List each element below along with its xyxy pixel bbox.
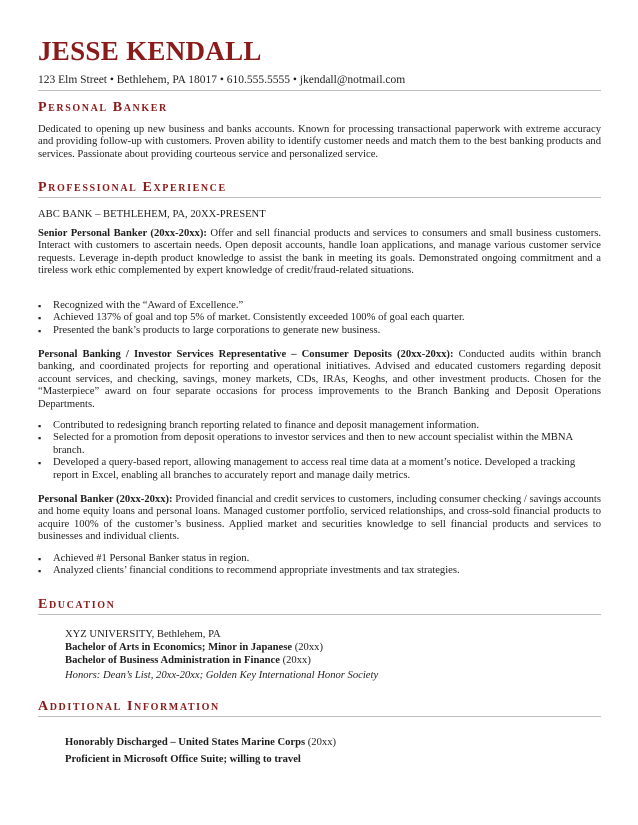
additional-item-title: Honorably Discharged – United States Marine Corps (65, 737, 306, 748)
additional-item-year: (20xx) (305, 737, 337, 748)
role-heading: Personal Banker (20xx-20xx): (38, 494, 173, 505)
list-item: ▪ Selected for a promotion from deposit operations to investor services and then to new account specialist within the MBNA branch. (38, 432, 601, 457)
degree-line (65, 655, 311, 667)
role-description (38, 494, 601, 544)
honors-line: Honors: Dean’s List, 20xx-20xx; Golden Key International Honor Society (65, 670, 379, 681)
list-item: ▪ Presented the bank’s products to large corporations to generate new business. (38, 325, 601, 337)
school-name: XYZ UNIVERSITY, Bethlehem, PA (65, 629, 221, 640)
list-item: ▪ Recognized with the “Award of Excellence.” (38, 300, 601, 312)
role-text: Offer and sell financial products and services to consumers and small business customers. Interact with customers to ascertain needs. Open deposit accounts, handle loan applications, and manage various customer service requests. Leverage in-depth product knowledge to assist the bank in meeting its goals. Demonstrated ongoing commitment and a tireless work ethic complemented by expert knowledge of credit/fraud-related situations. (38, 228, 601, 277)
additional-item: Proficient in Microsoft Office Suite; willing to travel (65, 754, 301, 765)
role-achievements-list (38, 300, 601, 337)
degree-line (65, 642, 323, 654)
role-description (38, 228, 601, 278)
role-description (38, 349, 601, 411)
degree-title: Bachelor of Arts in Economics; Minor in Japanese (65, 642, 293, 653)
list-item: ▪ Achieved #1 Personal Banker status in region. (38, 553, 601, 565)
education-divider (38, 614, 601, 615)
role-achievements-list (38, 553, 601, 578)
degree-title: Bachelor of Business Administration in Finance (65, 655, 280, 666)
contact-line: 123 Elm Street • Bethlehem, PA 18017 • 610.555.5555 • jkendall@notmail.com (38, 74, 406, 86)
section-title-additional: Additional Information (38, 699, 220, 714)
role-heading: Personal Banking / Investor Services Representative – Consumer Deposits (20xx-20xx): (38, 349, 454, 360)
experience-divider (38, 197, 601, 198)
list-item: ▪ Developed a query-based report, allowing management to access real time data at a moment’s notice. Developed a tracking report in Excel, enabling all branches to accurately report and manage daily metrics. (38, 457, 601, 482)
list-item: ▪ Contributed to redesigning branch reporting related to finance and deposit management information. (38, 420, 601, 432)
role-text: Provided financial and credit services to customers, including consumer checking / savings accounts and home equity loans and personal loans. Managed customer portfolio, serviced relationships, and cross-sold financial products to acquire 100% of the customer’s business. Applied market and securities knowledge to sell financial products and services to businesses and individual clients. (38, 494, 601, 543)
role-text: Conducted audits within branch banking, and coordinated projects for reporting and operational initiatives. Advised and educated customers regarding deposit account services, and checking, savings, money markets, CDs, IRAs, Keoghs, and other investment products. Chosen for the “Masterpiece” award on four separate occasions for process improvements to the Branch Banking and Deposit Operations Departments. (38, 349, 601, 410)
employer-line: ABC BANK – BETHLEHEM, PA, 20XX-PRESENT (38, 209, 266, 220)
objective-summary: Dedicated to opening up new business and banks accounts. Known for processing transactional paperwork with extreme accuracy and providing follow-up with customers. Proven ability to identify customer needs and match them to the best banking products and services. Passionate about providing courteous service and personalized service. (38, 124, 601, 160)
additional-item (65, 737, 336, 749)
candidate-name: JESSE KENDALL (38, 36, 262, 66)
role-achievements-list (38, 420, 601, 482)
list-item: ▪ Achieved 137% of goal and top 5% of market. Consistently exceeded 100% of goal each quarter. (38, 312, 601, 324)
list-item: ▪ Analyzed clients’ financial conditions to recommend appropriate investments and tax strategies. (38, 565, 601, 577)
degree-year: (20xx) (292, 642, 323, 653)
section-title-objective: Personal Banker (38, 100, 168, 115)
section-title-experience: Professional Experience (38, 180, 227, 195)
header-divider (38, 90, 601, 91)
degree-year: (20xx) (279, 655, 311, 666)
additional-divider (38, 716, 601, 717)
role-heading: Senior Personal Banker (20xx-20xx): (38, 228, 207, 239)
section-title-education: Education (38, 597, 116, 612)
